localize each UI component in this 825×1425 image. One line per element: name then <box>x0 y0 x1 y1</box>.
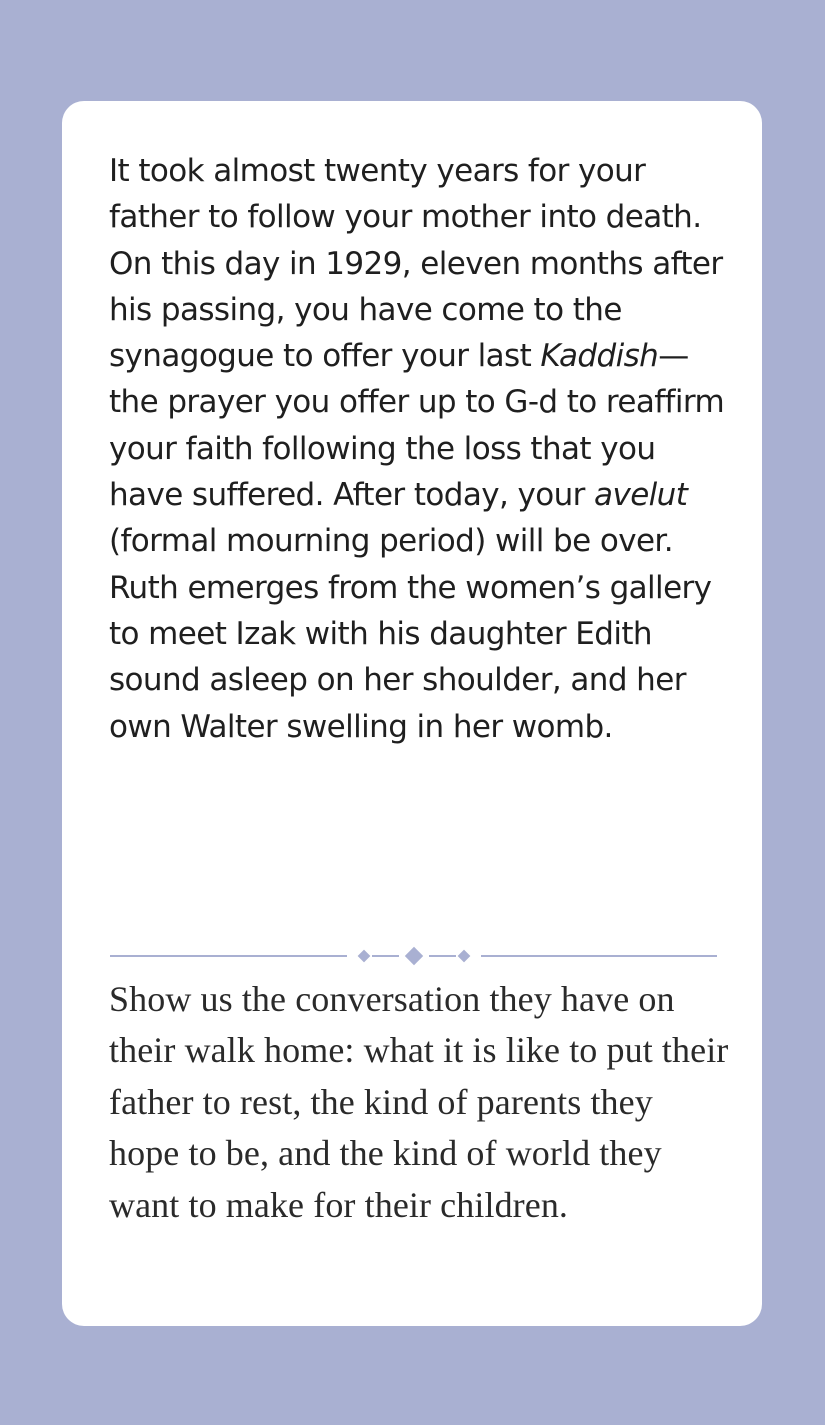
kaddish-term: Kaddish <box>540 338 659 375</box>
prompt-text-part-1: It took almost twenty years for your father to follow your mother into death. On this day in 1929, eleven months after his passing, you have come to the synagogue to offer your last <box>109 153 723 375</box>
divider-diamond-small-left <box>358 950 371 963</box>
ornamental-divider <box>110 946 717 966</box>
divider-diamond-center <box>405 947 423 965</box>
prompt-text-part-2: —the prayer you offer up to G-d to reaffirm your faith following the loss that you have suffered. After today, your <box>109 338 725 514</box>
avelut-term: avelut <box>594 477 688 514</box>
prompt-text <box>109 148 729 750</box>
prompt-card <box>62 101 762 1326</box>
prompt-text-part-3: (formal mourning period) will be over. Ruth emerges from the women’s gallery to meet Izak with his daughter Edith sound asleep on her shoulder, and her own Walter swelling in her womb. <box>109 523 712 745</box>
question-text: Show us the conversation they have on their walk home: what it is like to put their father to rest, the kind of parents they hope to be, and the kind of world they want to make for their children. <box>109 979 729 1225</box>
divider-diamond-small-right <box>458 950 471 963</box>
